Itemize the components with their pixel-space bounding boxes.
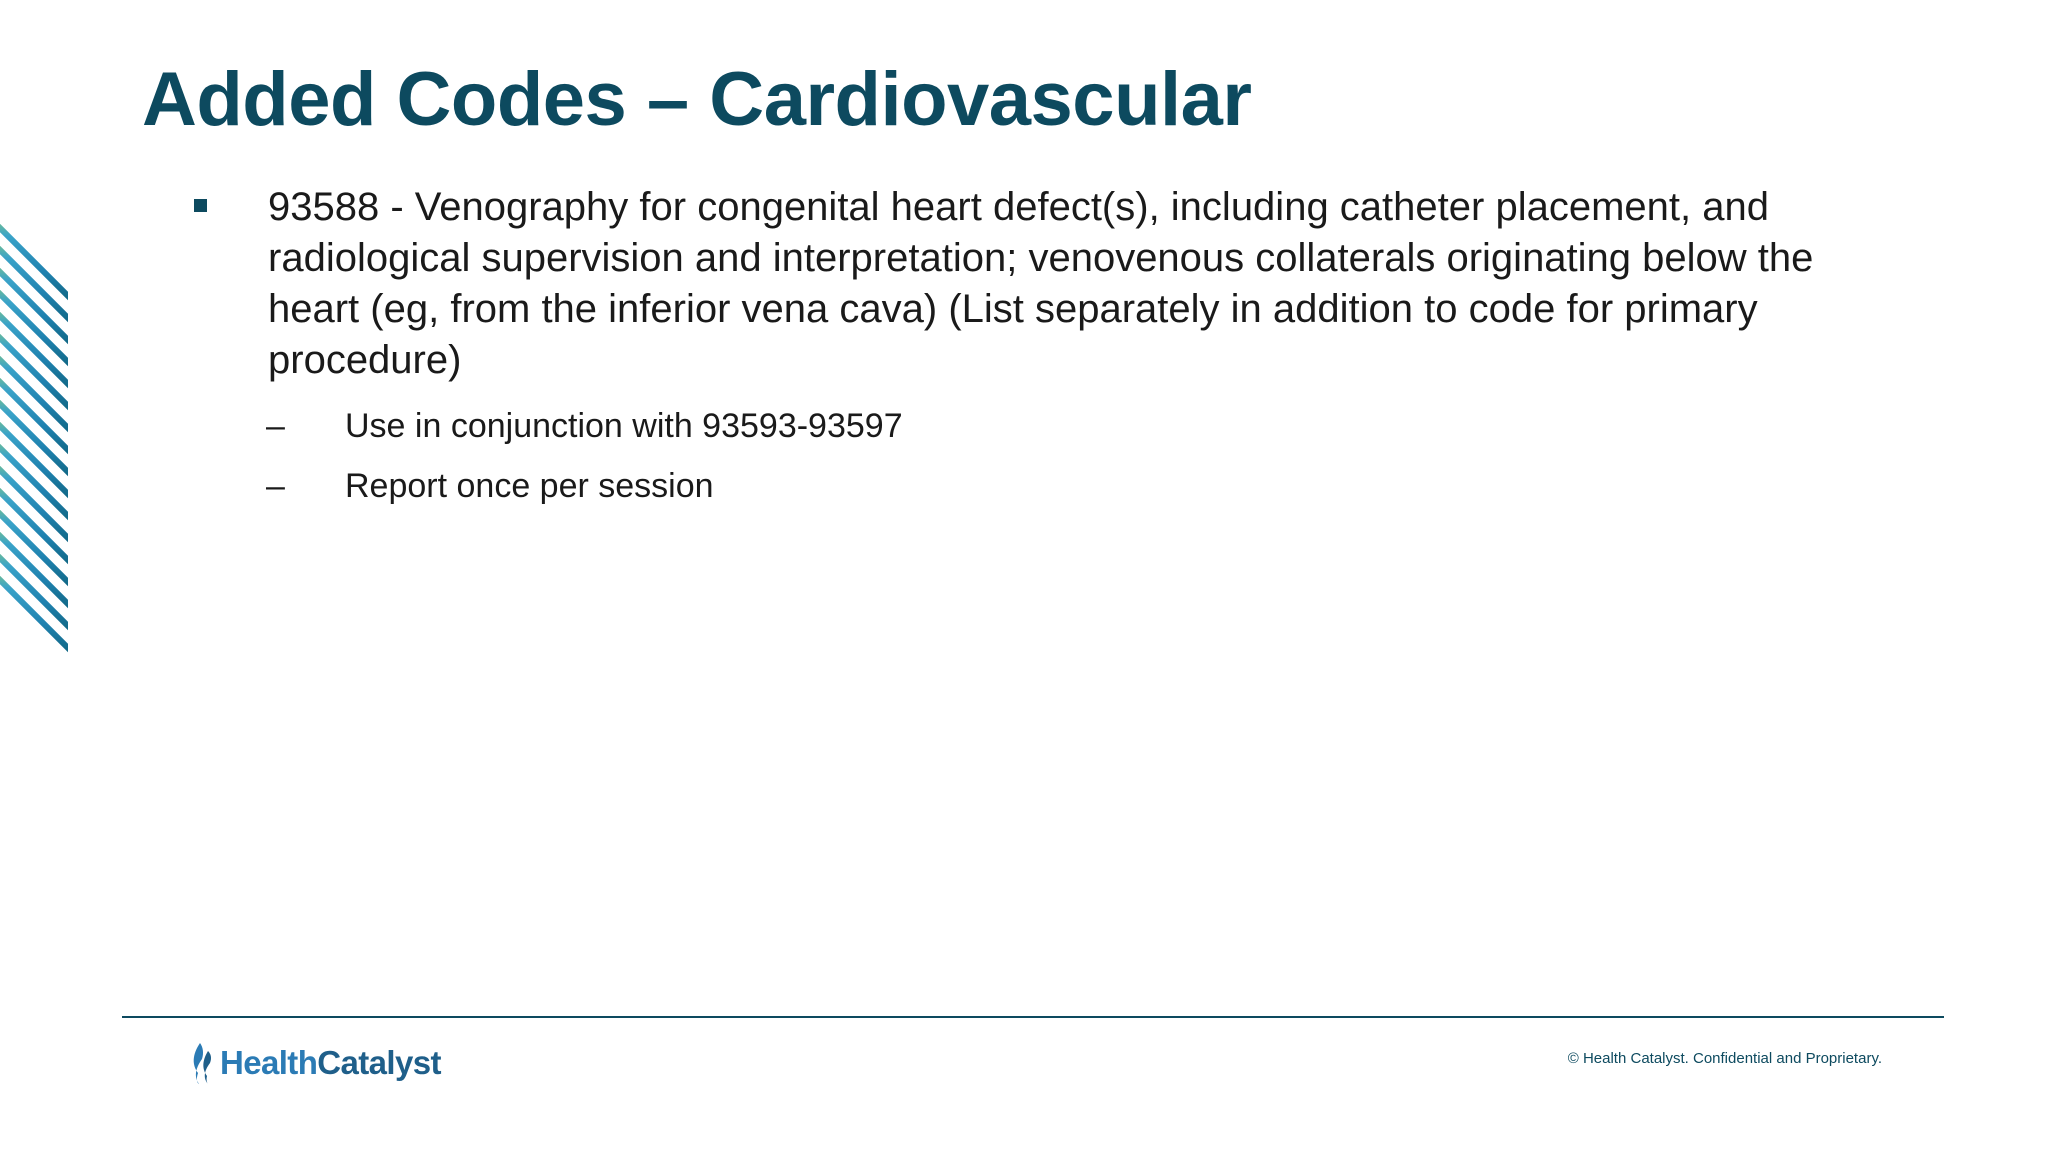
diagonal-stripes-icon [0,218,68,654]
dash-bullet: – [266,467,285,505]
copyright-notice: © Health Catalyst. Confidential and Proprietary. [1567,1050,1882,1067]
sub-list-item [190,464,1910,524]
flame-icon [190,1041,216,1085]
square-bullet-icon [194,199,207,212]
logo-health: Health [220,1044,318,1081]
sub-list-item [190,404,1910,464]
logo-catalyst: Catalyst [317,1044,441,1081]
sub-item-text: Use in conjunction with 93593-93597 [345,407,903,445]
dash-bullet: – [266,407,285,445]
logo-wordmark [220,1044,441,1082]
page-title: Added Codes – Cardiovascular [142,57,1252,142]
footer-divider [122,1016,1944,1018]
bullet-list [190,182,1910,524]
health-catalyst-logo [190,1038,441,1088]
sub-item-text: Report once per session [345,467,714,505]
bullet-text: 93588 - Venography for congenital heart defect(s), including catheter placement, and radiological supervision and interpretation; venovenous collaterals originating below the heart (eg, from the inferior vena cava) (List separately in addition to code for primary procedure) [268,185,1814,382]
list-item [190,182,1910,386]
sub-list [190,404,1910,524]
